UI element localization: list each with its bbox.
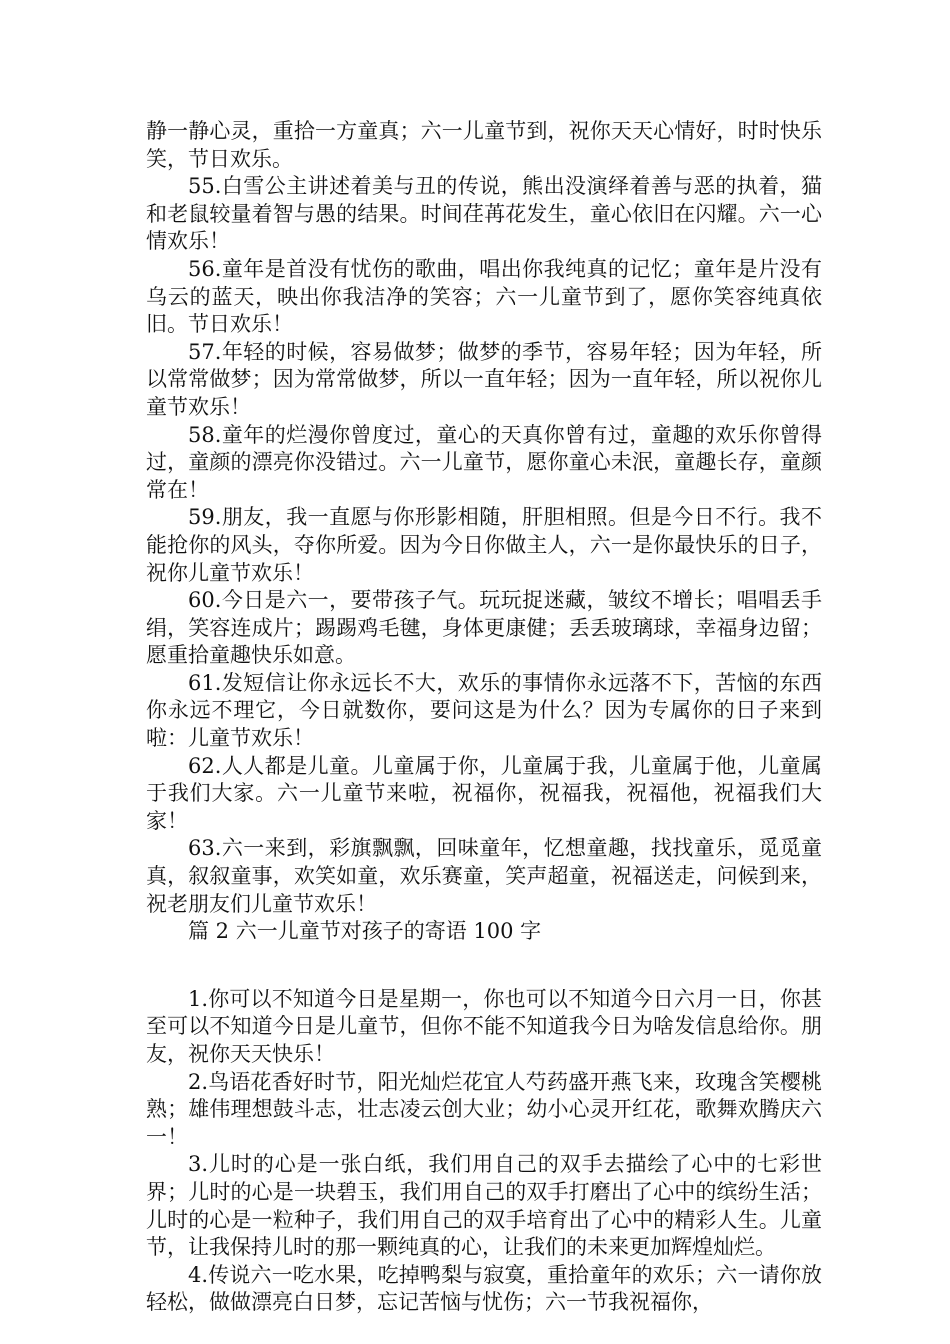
list-item-62: 62.人人都是儿童。儿童属于你，儿童属于我，儿童属于他，儿童属于我们大家。六一儿童节来啦，祝福你，祝福我，祝福他，祝福我们大家！: [146, 753, 822, 833]
list-item-56: 56.童年是首没有忧伤的歌曲，唱出你我纯真的记忆；童年是片没有乌云的蓝天，映出你我洁净的笑容；六一儿童节到了，愿你笑容纯真依旧。节日欢乐！: [146, 256, 822, 337]
list-item-61: 61.发短信让你永远长不大，欢乐的事情你永远落不下，苦恼的东西你永远不理它，今日就数你，要问这是为什么？因为专属你的日子来到啦：儿童节欢乐！: [146, 670, 822, 751]
list-item-57: 57.年轻的时候，容易做梦；做梦的季节，容易年轻；因为年轻，所以常常做梦；因为常常做梦，所以一直年轻；因为一直年轻，所以祝你儿童节欢乐！: [146, 339, 822, 419]
list-item-63: 63.六一来到，彩旗飘飘，回味童年，忆想童趣，找找童乐，觅觅童真，叙叙童事，欢笑如童，欢乐赛童，笑声超童，祝福送走，问候到来，祝老朋友们儿童节欢乐！: [146, 836, 822, 916]
list-item-59: 59.朋友，我一直愿与你形影相随，肝胆相照。但是今日不行。我不能抢你的风头，夺你所爱。因为今日你做主人，六一是你最快乐的日子，祝你儿童节欢乐！: [146, 505, 822, 585]
list-item-1: 1.你可以不知道今日是星期一，你也可以不知道今日六月一日，你甚至可以不知道今日是儿童节，但你不能不知道我今日为啥发信息给你。朋友，祝你天天快乐！: [146, 986, 822, 1066]
list-item-4: 4.传说六一吃水果，吃掉鸭梨与寂寞，重拾童年的欢乐；六一请你放轻松，做做漂亮白日梦，忘记苦恼与忧伤；六一节我祝福你，: [146, 1262, 822, 1315]
list-item-3: 3.儿时的心是一张白纸，我们用自己的双手去描绘了心中的七彩世界；儿时的心是一块碧玉，我们用自己的双手打磨出了心中的缤纷生活；儿时的心是一粒种子，我们用自己的双手培育出了心中的精彩人生。儿童节，让我保持儿时的那一颗纯真的心，让我们的未来更加辉煌灿烂。: [146, 1152, 822, 1260]
section-spacer: [146, 946, 822, 986]
list-item-2: 2.鸟语花香好时节，阳光灿烂花宜人芍药盛开燕飞来，玫瑰含笑樱桃熟；雄伟理想鼓斗志，壮志凌云创大业；幼小心灵开红花，歌舞欢腾庆六一！: [146, 1069, 822, 1149]
section-heading: 篇 2 六一儿童节对孩子的寄语 100 字: [188, 919, 542, 944]
list-item-60: 60.今日是六一，要带孩子气。玩玩捉迷藏，皱纹不增长；唱唱丢手绢，笑容连成片；踢踢鸡毛毽，身体更康健；丢丢玻璃球，幸福身边留；愿重拾童趣快乐如意。: [146, 588, 822, 668]
paragraph-continuation: 静一静心灵，重拾一方童真；六一儿童节到，祝你天天心情好，时时快乐笑，节日欢乐。: [146, 119, 822, 171]
document-body: [146, 118, 822, 1317]
list-item-58: 58.童年的烂漫你曾度过，童心的天真你曾有过，童趣的欢乐你曾得过，童颜的漂亮你没错过。六一儿童节，愿你童心未泯，童趣长存，童颜常在！: [146, 422, 822, 502]
list-item-55: 55.白雪公主讲述着美与丑的传说，熊出没演绎着善与恶的执着，猫和老鼠较量着智与愚的结果。时间荏苒花发生，童心依旧在闪耀。六一心情欢乐！: [146, 174, 822, 254]
